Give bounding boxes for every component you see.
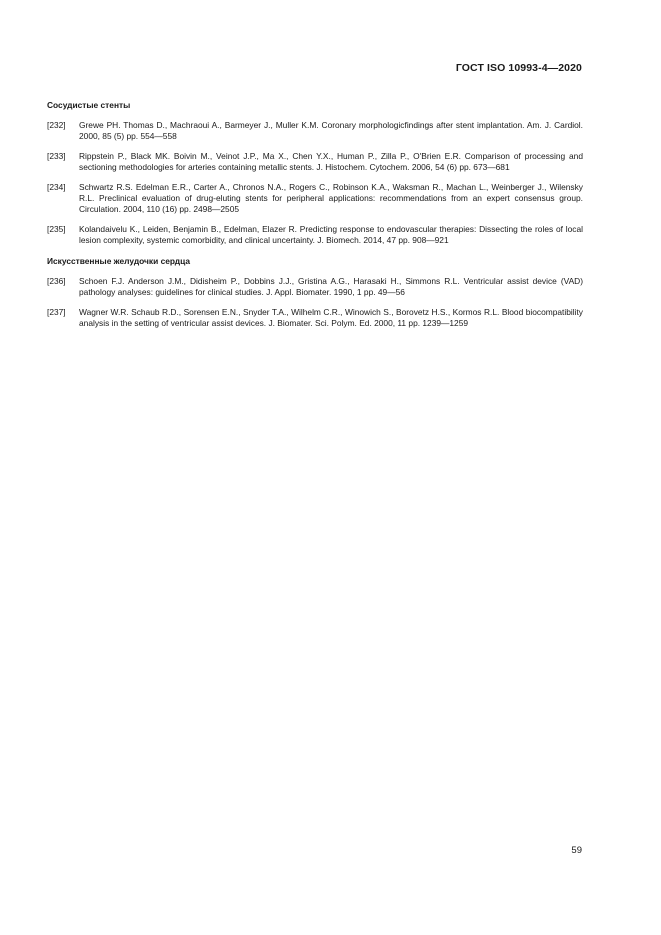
section-title: Сосудистые стенты (47, 100, 131, 110)
section-title: Искусственные желудочки сердца (47, 256, 191, 267)
reference-text: Kolandaivelu K., Leiden, Benjamin B., Edelman, Elazer R. Predicting response to endovascular therapies: Dissecting the roles of local lesion complexity, systemic comorbidity, and clinical uncertainty. J. Biomech. 2014, 47 pp. 908—921 (79, 224, 583, 246)
reference-text: Rippstein P., Black MK. Boivin M., Veinot J.P., Ma X., Chen Y.X., Human P., Zilla P., O'Brien E.R. Comparison of processing and sectioning methodologies for arteries containing metallic stents. J. Histochem. Cytochem. 2006, 54 (6) pp. 673—681 (79, 151, 583, 173)
section-ventricular-assist-devices (47, 255, 583, 329)
reference-text: Grewe PH. Thomas D., Machraoui A., Barmeyer J., Muller K.M. Coronary morphologicfindings after stent implantation. Am. J. Cardiol. 2000, 85 (5) pp. 554—558 (79, 120, 583, 142)
reference-item (47, 307, 583, 329)
reference-number: [234] (47, 182, 66, 192)
reference-item (47, 224, 583, 246)
reference-item (47, 182, 583, 216)
bibliography (47, 99, 583, 338)
reference-number: [233] (47, 151, 66, 161)
page-number: 59 (571, 845, 582, 856)
reference-text: Schwartz R.S. Edelman E.R., Carter A., Chronos N.A., Rogers C., Robinson K.A., Waksman R., Machan L., Weinberger J., Wilensky R.L. Preclinical evaluation of drug-eluting stents for peripheral applications: recommendations from an expert consensus group. Circulation. 2004, 110 (16) pp. 2498—2505 (79, 182, 583, 215)
reference-text: Schoen F.J. Anderson J.M., Didisheim P., Dobbins J.J., Gristina A.G., Harasaki H., Simmons R.L. Ventricular assist device (VAD) pathology analyses: guidelines for clinical studies. J. Appl. Biomater. 1990, 1 pp. 49—56 (79, 276, 583, 298)
standard-header: ГОСТ ISO 10993-4—2020 (455, 62, 582, 74)
reference-item (47, 276, 583, 298)
reference-number: [232] (47, 120, 66, 130)
reference-number: [235] (47, 224, 66, 235)
reference-number: [236] (47, 276, 66, 287)
section-vascular-stents (47, 99, 583, 247)
reference-item (47, 120, 583, 142)
reference-item (47, 151, 583, 173)
reference-text: Wagner W.R. Schaub R.D., Sorensen E.N., Snyder T.A., Wilhelm C.R., Winowich S., Borovetz H.S., Kormos R.L. Blood biocompatibility analysis in the setting of ventricular assist devices. J. Biomater. Sci. Polym. Ed. 2000, 11 pp. 1239—1259 (79, 307, 583, 329)
reference-number: [237] (47, 307, 66, 318)
